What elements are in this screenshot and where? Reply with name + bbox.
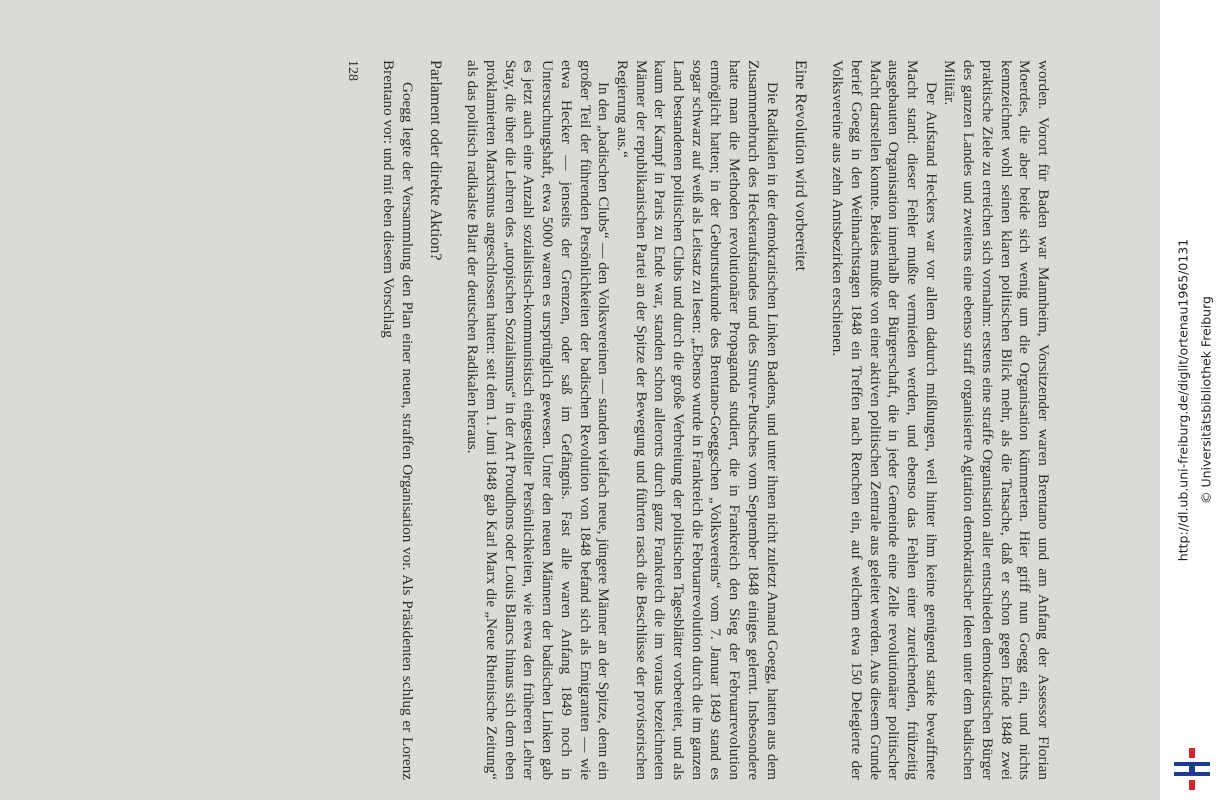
section-heading: Eine Revolution wird vorbereitet	[791, 60, 809, 272]
library-logo-icon	[1170, 748, 1214, 792]
copyright-notice: © Universitätsbibliothek Freiburg	[1198, 296, 1214, 504]
source-url: http://dl.ub.uni-freiburg.de/diglit/ortenau1965/0131	[1175, 238, 1191, 562]
page-number: 128	[345, 60, 361, 81]
paragraph: Die Radikalen in der demokratischen Linken Badens, und unter ihnen nicht zuletzt Amand Goegg, hatten aus dem Zusammenbruch des Heckeraufstandes und des Struve-Putsches vom September 1848 einiges gelernt. Insbesondere hatte man die Methoden revolutionärer Propaganda studiert, die in Frankreich den Sieg der Februarrevolution ermöglicht hatten; in der Geburtsurkunde des Brentano-Goeggschen „Volksvereins“ vom 7. Januar 1849 stand es sogar schwarz auf weiß als Leitsatz zu lesen: „Ebenso wurde in Frankreich die Februarrevolution durch die im ganzen Land bestandenen politischen Clubs und durch die große Verbreitung der politischen Tagesblätter vorbereitet, und als kaum der Kampf in Paris zu Ende war, standen schon allerorts durch ganz Frankreich die im voraus bezeichneten Männer der republikanischen Partei an der Spitze der Bewegung und führten rasch die Beschlüsse der provisorischen Regierung aus.“	[613, 60, 781, 780]
paragraph: In den „badischen Clubs“ — den Volksvereinen — standen vielfach neue, jüngere Männer an der Spitze, denn ein großer Teil der führenden Persönlichkeiten der badischen Revolution von 1848 befand sich als Emigranten — wie etwa Hecker — jenseits der Grenzen, oder saß im Gefängnis. Fast alle waren Anfang 1849 noch in Untersuchungshaft, etwa 5000 waren es ursprünglich gewesen. Unter den neuen Männern der badischen Linken gab es jetzt auch eine Anzahl sozialistisch-kommunistisch eingestellter Persönlichkeiten, wie etwa den früheren Lehrer Stay, die über die Lehren des „utopischen Sozialismus“ in der Art Proudhons oder Louis Blancs hinaus sich dem eben proklamierten Marxismus angeschlossen hatten: seit dem 1. Juni 1848 gab Karl Marx die „Neue Rheinische Zeitung“ als das politisch radikalste Blatt der deutschen Radikalen heraus.	[464, 60, 613, 780]
paragraph: Goegg legte der Versammlung den Plan einer neuen, straffen Organisation vor. Als Präsidenten schlug er Lorenz Brentano vor: und mit eben diesem Vorschlag	[379, 60, 416, 780]
page-text-block	[80, 60, 1080, 780]
paragraph: Der Aufstand Heckers war vor allem dadurch mißlungen, weil hinter ihm keine genügend starke bewaffnete Macht stand: dieser Fehler mußte vermieden werden, und ebenso das Fehlen einer zureichenden, frühzeitig ausgebauten Organisation innerhalb der Bürgerschaft, die in jeder Gemeinde eine Zelle revolutionärer politischer Macht darstellen konnte. Beides mußte von einer aktiven politischen Zentrale aus geleitet werden. Aus diesem Grunde berief Goegg in den Weihnachtstagen 1848 ein Treffen nach Renchen ein, auf welchem etwa 150 Delegierte der Volksvereine aus zehn Amtsbezirken erschienen.	[829, 60, 940, 780]
paragraph: worden. Vorort für Baden war Mannheim, Vorsitzender waren Brentano und am Anfang der Assessor Florian Moerdes, die aber beide sich wenig um die Organisation kümmerten. Hier griff nun Goegg ein, und nichts kennzeichnet wohl seinen klaren politischen Blick mehr, als die Tatsache, daß er schon gegen Ende 1848 zwei praktische Ziele zu erreichen sich vornahm: erstens eine straffe Organisation aller entschieden demokratischen Bürger des ganzen Landes und zweitens eine ebenso straff organisierte Agitation demokratischer Ideen unter dem badischen Militär.	[941, 60, 1052, 780]
rotated-book-page	[80, 20, 1080, 780]
section-heading: Parlament oder direkte Aktion?	[426, 60, 444, 261]
